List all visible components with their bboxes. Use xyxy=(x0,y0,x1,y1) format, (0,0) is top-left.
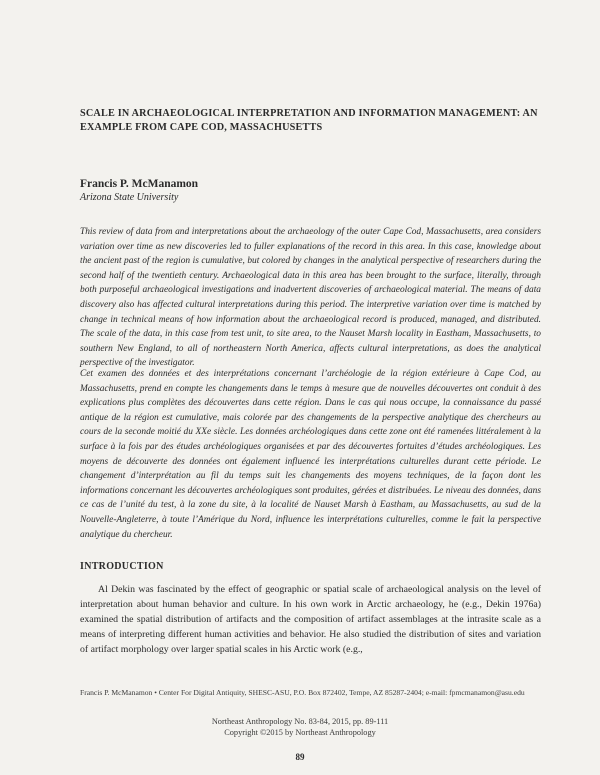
journal-citation xyxy=(0,717,600,738)
citation-copyright-line: Copyright ©2015 by Northeast Anthropology xyxy=(224,727,376,737)
author-affiliation: Arizona State University xyxy=(80,192,179,203)
abstract-french: Cet examen des données et des interprétations concernant l’archéologie de la région extérieure à Cape Cod, au Massachusetts, prend en compte les changements dans le temps à mesure que de nouvelles découvertes ont conduit à des explications plus complètes des découvertes dans cette région. Dans le cas qui nous occupe, la connaissance du passé antique de la région est cumulative, mais colorée par des changements de la perspective analytique des chercheurs au cours de la seconde moitié du XXe siècle. Les données archéologiques dans cette zone ont été ramenées littéralement à la surface à la fois par des études archéologiques organisées et par des découvertes fortuites d’études archéologiques. Les moyens de découverte des données ont également influencé les interprétations culturelles durant cette période. Le changement d’interprétation au fil du temps suit les changements des moyens techniques, de la façon dont les informations concernant les découvertes archéologiques sont produites, gérées et distribuées. Le niveau des données, dans ce cas de l’unité du test, à la zone du site, à la localité de Nauset Marsh à Eastham, au Massachusetts, au sud de la Nouvelle-Angleterre, à toute l’Amérique du Nord, influence les interprétations culturelles, comme le fait la perspective analytique du chercheur. xyxy=(80,369,541,540)
section-heading-introduction: INTRODUCTION xyxy=(80,561,164,572)
citation-journal-line: Northeast Anthropology No. 83-84, 2015, pp. 89-111 xyxy=(211,717,389,726)
author-name: Francis P. McManamon xyxy=(80,178,199,190)
paper-title: SCALE IN ARCHAEOLOGICAL INTERPRETATION AND INFORMATION MANAGEMENT: AN EXAMPLE FROM CAPE COD, MASSACHUSETTS xyxy=(80,108,538,133)
abstract-english: This review of data from and interpretations about the archaeology of the outer Cape Cod, Massachusetts, area considers variation over time as new discoveries led to fuller explanations of the record in this area. In this case, knowledge about the ancient past of the region is cumulative, but colored by changes in the analytical perspective of researchers during the second half of the twentieth century. Archaeological data in this area has been brought to the surface, literally, through both purposeful archaeological investigations and inadvertent discoveries of archaeological material. The means of data discovery also has affected cultural interpretations during this period. The interpretive variation over time is matched by change in technical means of how information about the archaeological record is produced, managed, and distributed. The scale of the data, in this case from test unit, to site area, to the Nauset Marsh locality in Eastham, Massachusetts, to southern New England, to all of northeastern North America, affects cultural interpretations, as does the analytical perspective of the investigator. xyxy=(80,227,541,369)
author-contact-footnote: Francis P. McManamon • Center For Digital Antiquity, SHESC-ASU, P.O. Box 872402, Tempe, AZ 85287-2404; e-mail: fpmcmanamon@asu.edu xyxy=(80,688,525,697)
page-number: 89 xyxy=(295,752,305,762)
introduction-paragraph: Al Dekin was fascinated by the effect of geographic or spatial scale of archaeological analysis on the level of interpretation about human behavior and culture. In his own work in Arctic archaeology, he (e.g., Dekin 1976a) examined the spatial distribution of artifacts and the composition of artifact assemblages at the intrasite scale as a means of interpreting different human activities and behavior. He also studied the distribution of sites and variation of artifact morphology over larger spatial scales in his Arctic work (e.g., xyxy=(80,584,541,655)
